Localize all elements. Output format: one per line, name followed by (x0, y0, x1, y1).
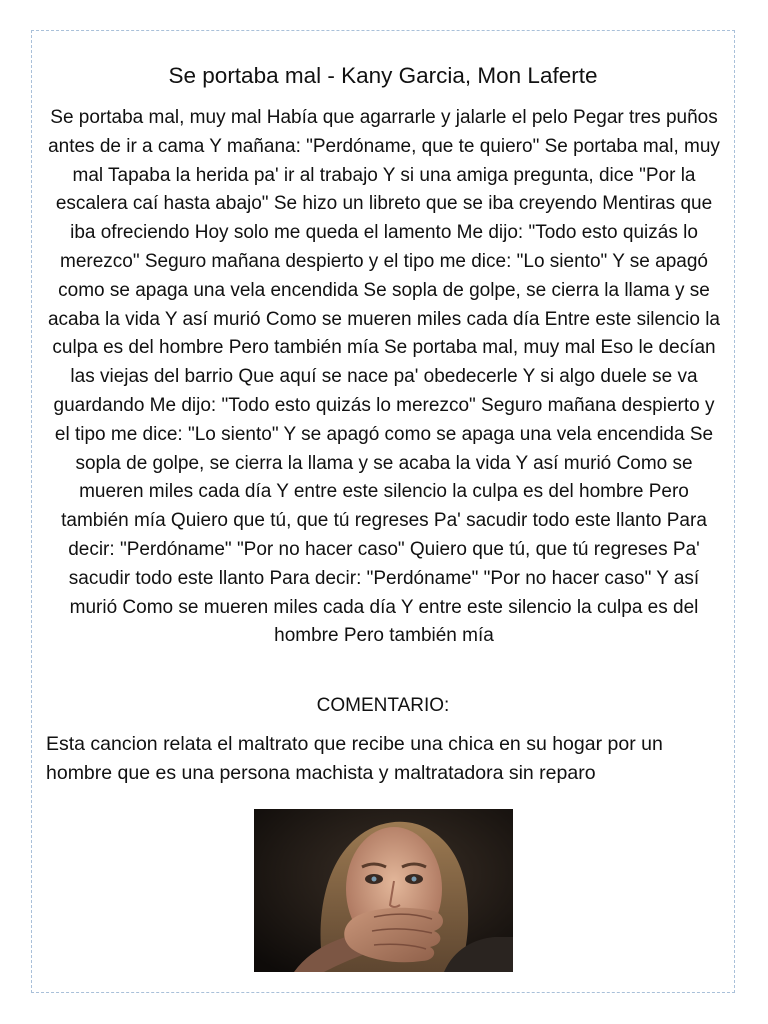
page-title: Se portaba mal - Kany Garcia, Mon Laferte (168, 63, 598, 88)
woman-photo (254, 809, 513, 972)
lyrics-text: Se portaba mal, muy mal Había que agarrarle y jalarle el pelo Pegar tres puños antes de ir a cama Y mañana: "Perdóname, que te quiero" Se portaba mal, muy mal Tapaba la herida pa' ir al trabajo Y si una amiga pregunta, dice "Por la escalera caí hasta abajo" Se hizo un libreto que se iba creyendo Mentiras que iba ofreciendo Hoy solo me queda el lamento Me dijo: "Todo esto quizás lo merezco" Seguro mañana despierto y el tipo me dice: "Lo siento" Y se apagó como se apaga una vela encendida Se sopla de golpe, se cierra la llama y se acaba la vida Y así murió Como se mueren miles cada día Entre este silencio la culpa es del hombre Pero también mía Se portaba mal, muy mal Eso le decían las viejas del barrio Que aquí se nace pa' obedecerle Y si algo duele se va guardando Me dijo: "Todo esto quizás lo merezco" Seguro mañana despierto y el tipo me dice: "Lo siento" Y se apagó como se apaga una vela encendida Se sopla de golpe, se cierra la llama y se acaba la vida Y así murió Como se mueren miles cada día Y entre este silencio la culpa es del hombre Pero también mía Quiero que tú, que tú regreses Pa' sacudir todo este llanto Para decir: "Perdóname" "Por no hacer caso" Quiero que tú, que tú regreses Pa' sacudir todo este llanto Para decir: "Perdóname" "Por no hacer caso" Y así murió Como se mueren miles cada día Y entre este silencio la culpa es del hombre Pero también mía (47, 107, 721, 647)
comment-body: Esta cancion relata el maltrato que recibe una chica en su hogar por un hombre que es una persona machista y maltratadora sin reparo (46, 733, 663, 784)
woman-photo-illustration (254, 809, 513, 972)
comment-heading: COMENTARIO: (316, 695, 450, 716)
